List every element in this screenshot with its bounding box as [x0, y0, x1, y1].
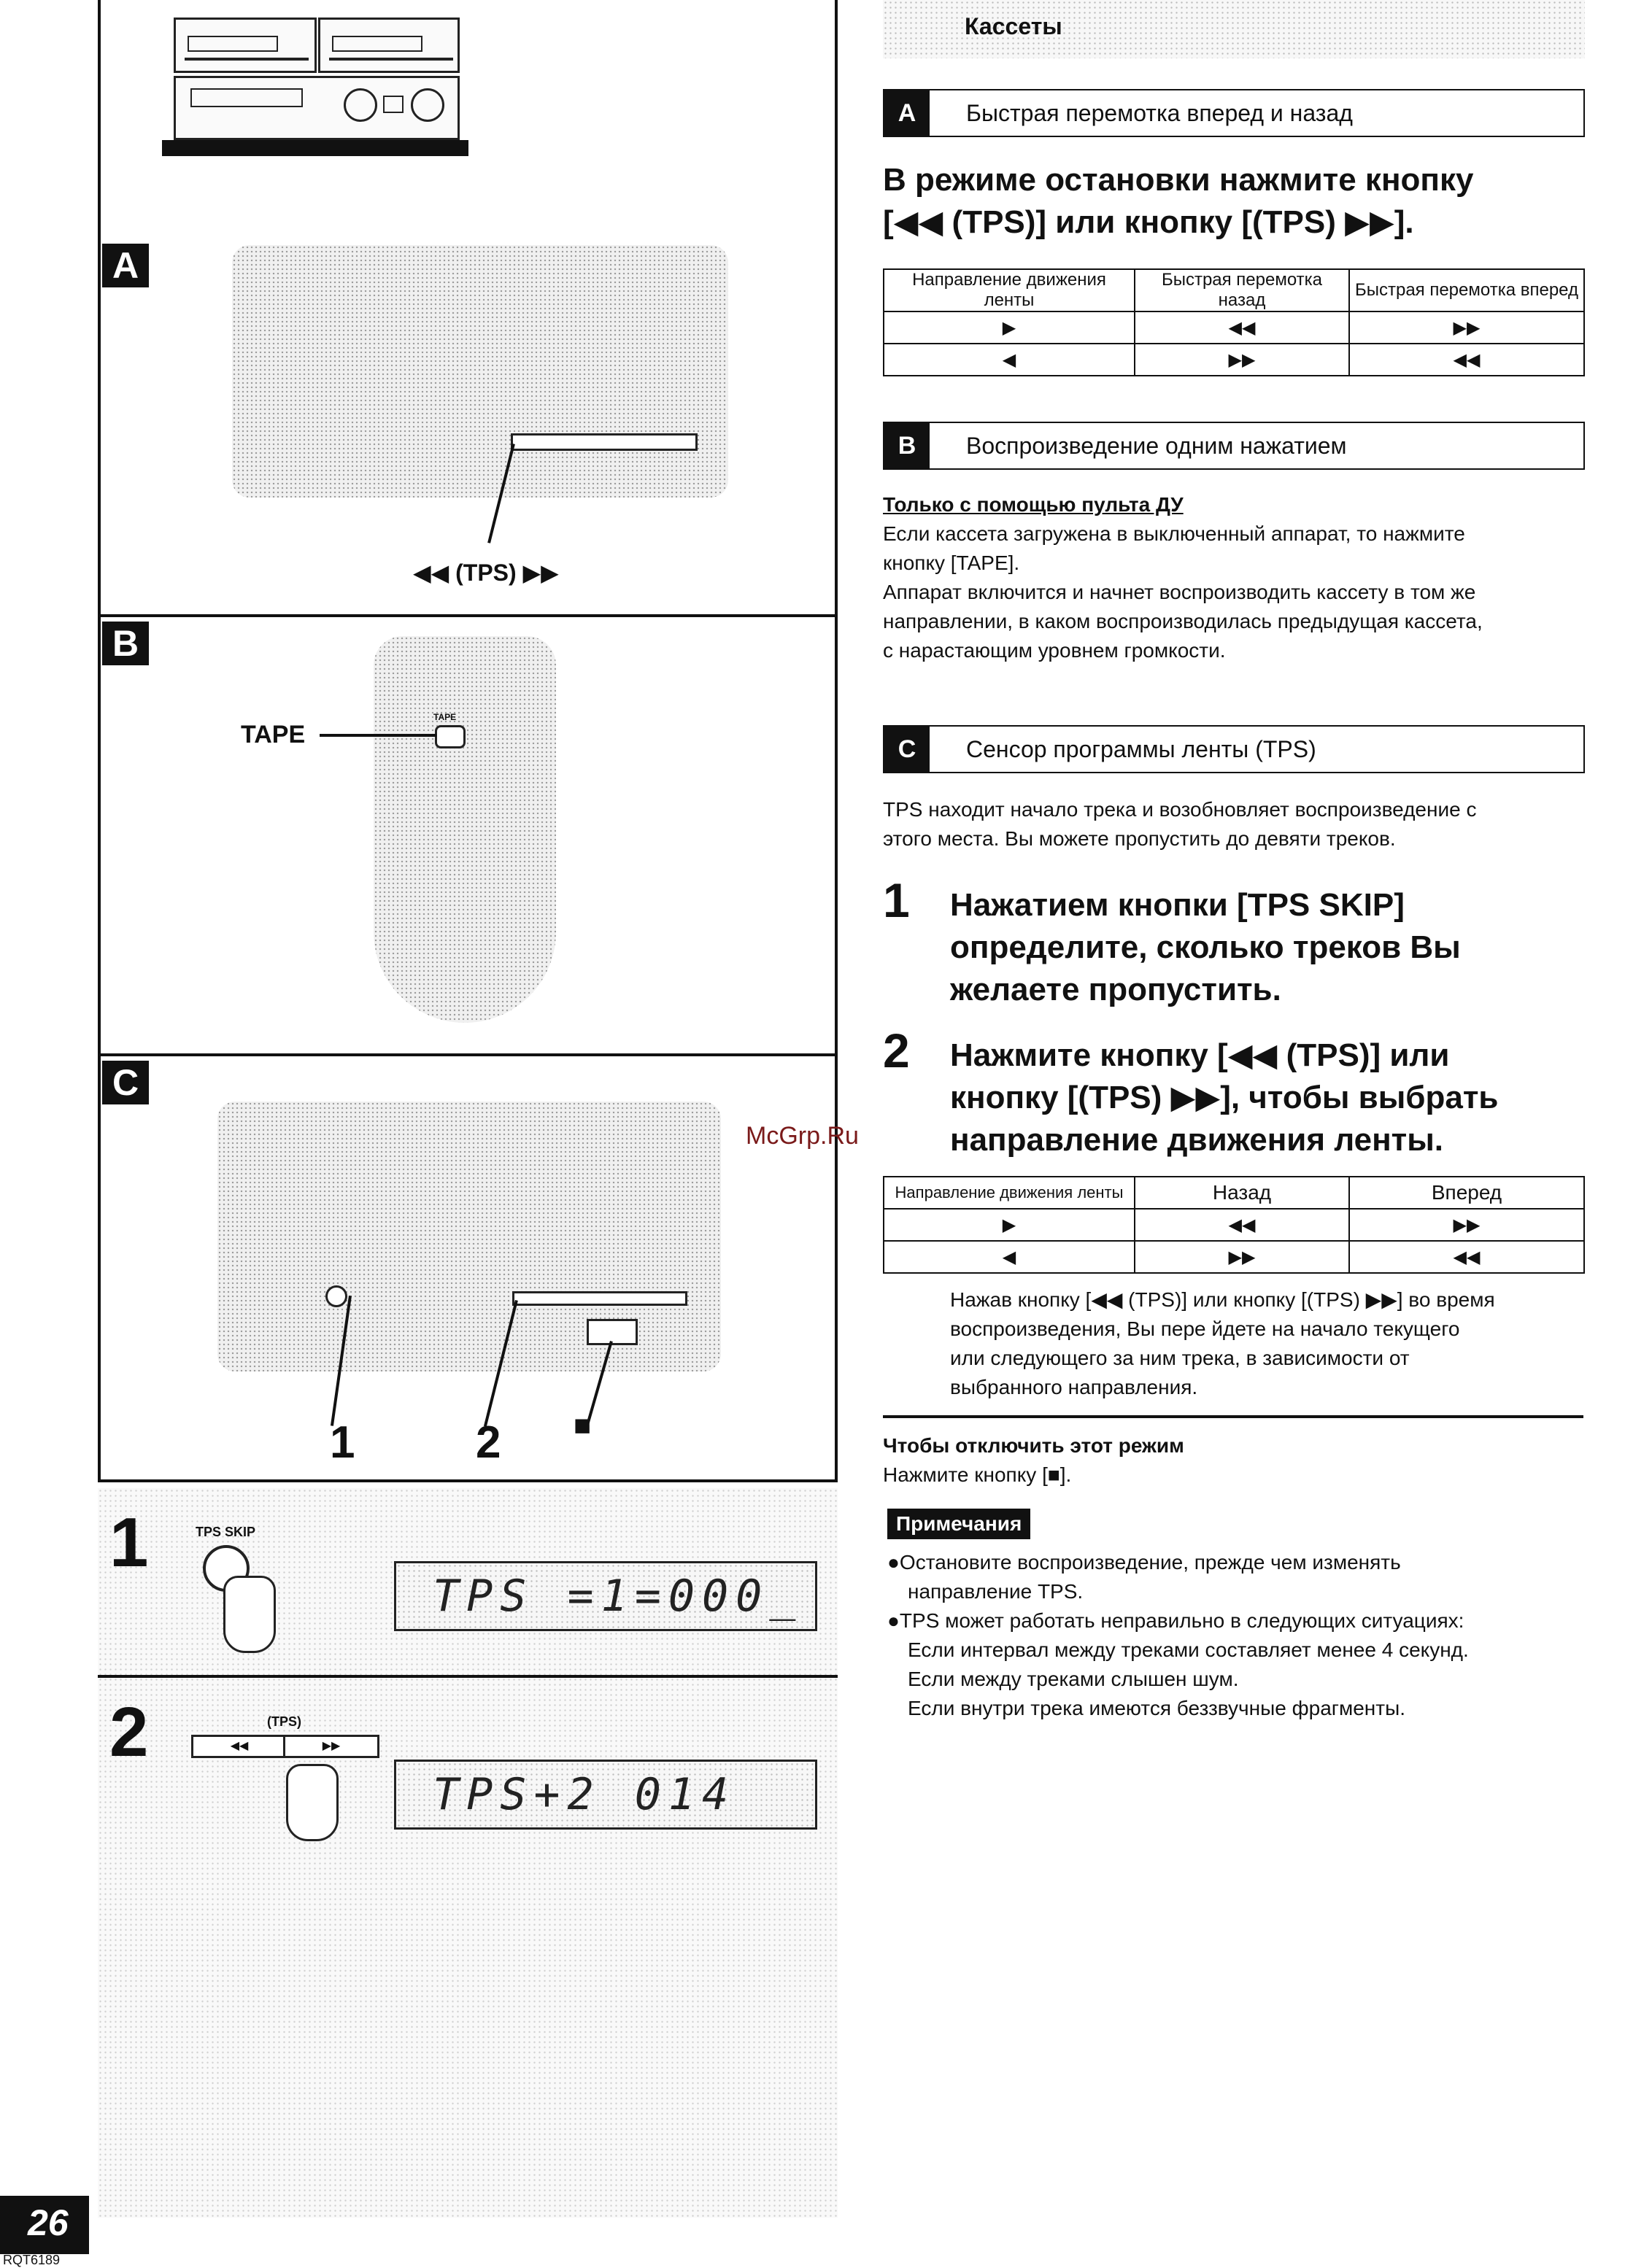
table-row [884, 311, 1584, 344]
step-2-line-2: кнопку [(TPS) ▶▶], чтобы выбрать [950, 1080, 1499, 1115]
page-title: Кассеты [965, 13, 1062, 39]
tps-skip-button-c [325, 1285, 347, 1307]
note-item-2b: Если интервал между треками составляет менее 4 секунд. [908, 1638, 1469, 1661]
hand-press-icon-1 [223, 1576, 276, 1653]
stereo-system-illustration [162, 18, 468, 160]
cancel-title: Чтобы отключить этот режим [883, 1434, 1184, 1457]
table-cell: ◀◀ [1135, 1209, 1349, 1241]
tps-note-2: воспроизведения, Вы пере йдете на начало текущего [950, 1317, 1460, 1340]
tape-button[interactable] [435, 725, 466, 748]
section-b-tag: B [884, 423, 930, 468]
table-cell: ◀◀ [1349, 1241, 1584, 1273]
section-b-subtitle: Только с помощью пульта ДУ [883, 493, 1184, 516]
cancel-text: Нажмите кнопку [■]. [883, 1463, 1072, 1486]
table-row [884, 1241, 1584, 1273]
table-cell: ▶▶ [1349, 1209, 1584, 1241]
table-cell: ◀◀ [1135, 311, 1349, 344]
table-row [884, 1209, 1584, 1241]
tps-note-1: Нажав кнопку [◀◀ (TPS)] или кнопку [(TPS) ▶▶] во время [950, 1288, 1495, 1311]
tps-rew-button: ◀◀ [191, 1735, 287, 1758]
section-b-title: Воспроизведение одним нажатием [966, 433, 1347, 459]
tps-label: (TPS) [267, 1714, 301, 1729]
step-2-line-3: направление движения ленты. [950, 1122, 1444, 1158]
divider-b-c [98, 1053, 838, 1056]
table-cell: ◀◀ [1349, 344, 1584, 376]
step-1-line-1: Нажатием кнопки [TPS SKIP] [950, 887, 1405, 923]
divider-a-b [98, 614, 838, 617]
step-1-number: 1 [883, 873, 910, 927]
tps-direction-table [883, 1176, 1585, 1274]
section-b-letter: B [102, 622, 149, 665]
divider-steps [98, 1675, 838, 1678]
page-number: 26 [28, 2202, 69, 2243]
table-row [884, 344, 1584, 376]
note-item-2d: Если внутри трека имеются беззвучные фрагменты. [908, 1697, 1405, 1719]
left-step-1-number: 1 [109, 1503, 149, 1582]
section-c-letter: C [102, 1061, 149, 1104]
left-step-2-number: 2 [109, 1693, 149, 1771]
table-cell: ◀ [884, 344, 1135, 376]
table-header: Быстрая перемотка вперед [1349, 269, 1584, 311]
table-header-row [884, 269, 1584, 311]
section-c-tag: C [884, 727, 930, 772]
section-c-title: Сенсор программы ленты (TPS) [966, 736, 1316, 762]
tps-button-bar-a [511, 433, 698, 451]
watermark: McGrp.Ru [746, 1122, 859, 1150]
section-a-title: Быстрая перемотка вперед и назад [966, 100, 1353, 126]
tps-button-bar-c [512, 1291, 687, 1306]
tps-skip-label: TPS SKIP [196, 1525, 256, 1539]
note-item-1b: направление TPS. [908, 1580, 1084, 1603]
table-cell: ◀ [884, 1241, 1135, 1273]
note-item-1a: ●Остановите воспроизведение, прежде чем изменять [887, 1551, 1401, 1574]
section-b-bar [883, 422, 1585, 470]
section-b-text-5: с нарастающим уровнем громкости. [883, 639, 1226, 662]
table-header: Вперед [1349, 1177, 1584, 1209]
table-cell: ▶ [884, 1209, 1135, 1241]
section-b-text-2: кнопку [TAPE]. [883, 551, 1020, 574]
section-a-tag: A [884, 90, 930, 136]
table-cell: ▶ [884, 311, 1135, 344]
table-header: Быстрая перемотка назад [1135, 269, 1349, 311]
tps-ff-button: ▶▶ [283, 1735, 379, 1758]
section-c-text-2: этого места. Вы можете пропустить до девяти треков. [883, 827, 1396, 850]
section-c-text-1: TPS находит начало трека и возобновляет воспроизведение с [883, 798, 1477, 821]
table-header: Направление движения ленты [884, 269, 1135, 311]
lcd-display-step2: TPS+2 014 [394, 1760, 817, 1830]
step-1-line-2: определите, сколько треков Вы [950, 929, 1461, 965]
table-header: Направление движения ленты [884, 1177, 1135, 1209]
tps-note-4: выбранного направления. [950, 1376, 1198, 1398]
callout-stop: ■ [574, 1409, 592, 1441]
cancel-divider [883, 1415, 1583, 1418]
callout-line-b [320, 734, 436, 737]
tape-button-label: TAPE [433, 712, 457, 722]
note-item-2a: ●TPS может работать неправильно в следующих ситуациях: [887, 1609, 1464, 1632]
notes-title: Примечания [887, 1509, 1030, 1539]
step-2-number: 2 [883, 1023, 910, 1077]
callout-1: 1 [330, 1417, 355, 1468]
remote-control-illustration [374, 636, 556, 1023]
tps-callout-a: ◀◀ (TPS) ▶▶ [413, 560, 559, 586]
table-cell: ▶▶ [1349, 311, 1584, 344]
section-a-letter: A [102, 244, 149, 287]
fast-wind-table [883, 268, 1585, 376]
hand-press-icon-2 [286, 1764, 339, 1841]
front-panel-display-c [217, 1102, 721, 1371]
note-item-2c: Если между треками слышен шум. [908, 1668, 1239, 1690]
front-panel-display-a [232, 245, 728, 498]
tps-note-3: или следующего за ним трека, в зависимости от [950, 1347, 1410, 1369]
section-b-text-4: направлении, в каком воспроизводилась предыдущая кассета, [883, 610, 1483, 632]
step-2-line-1: Нажмите кнопку [◀◀ (TPS)] или [950, 1037, 1450, 1073]
document-code: RQT6189 [3, 2253, 61, 2267]
section-b-text-1: Если кассета загружена в выключенный аппарат, то нажмите [883, 522, 1465, 545]
step-1-line-3: желаете пропустить. [950, 972, 1281, 1007]
lcd-display-step1: TPS =1=000_ [394, 1561, 817, 1631]
tape-callout: TAPE [241, 721, 306, 748]
section-c-bar [883, 725, 1585, 773]
section-b-text-3: Аппарат включится и начнет воспроизводить кассету в том же [883, 581, 1476, 603]
section-a-instruction: В режиме остановки нажмите кнопку [◀◀ (TPS)] или кнопку [(TPS) ▶▶]. [883, 162, 1474, 240]
section-a-bar [883, 89, 1585, 137]
table-header: Назад [1135, 1177, 1349, 1209]
callout-2: 2 [476, 1417, 501, 1468]
table-cell: ▶▶ [1135, 344, 1349, 376]
table-header-row [884, 1177, 1584, 1209]
table-cell: ▶▶ [1135, 1241, 1349, 1273]
